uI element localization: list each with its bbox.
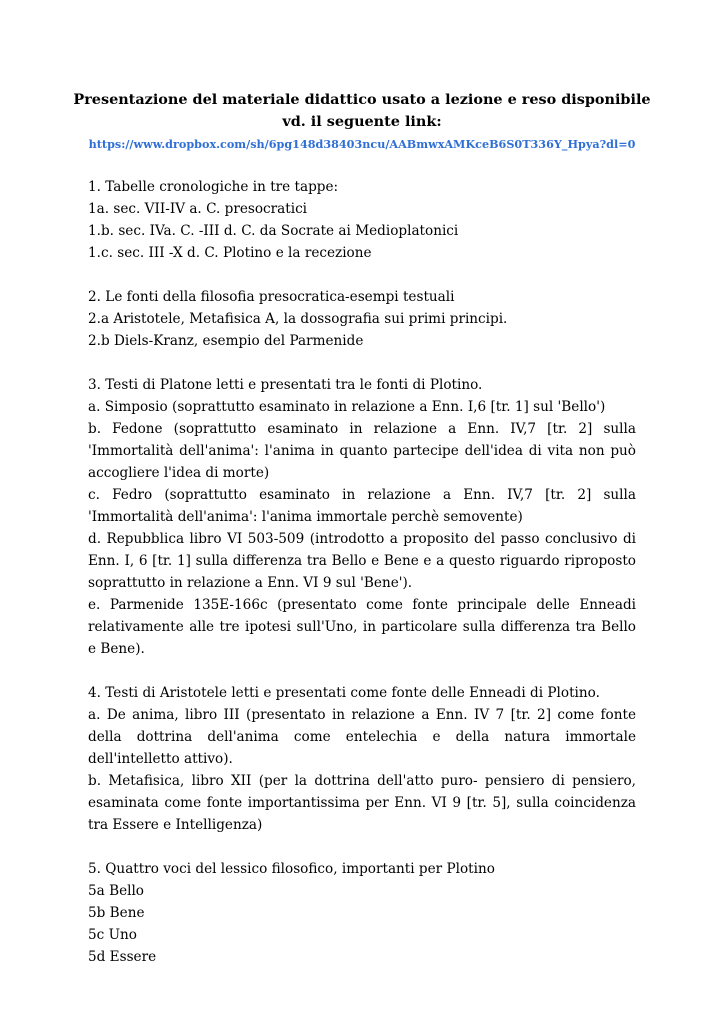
section-heading: 1. Tabelle cronologiche in tre tappe: xyxy=(88,179,339,195)
list-item: 1a. sec. VII-IV a. C. presocratici xyxy=(88,201,308,217)
title-line-1: Presentazione del materiale didattico usato a lezione e reso disponibile xyxy=(73,91,651,108)
list-item: c. Fedro (soprattutto esaminato in relazione a Enn. IV,7 [tr. 2] sulla 'Immortalità dell'anima': l'anima immortale perchè semovente) xyxy=(88,487,636,525)
list-item: a. Simposio (soprattutto esaminato in relazione a Enn. I,6 [tr. 1] sul 'Bello') xyxy=(88,399,606,415)
list-item: 2.a Aristotele, Metafisica A, la dossografia sui primi principi. xyxy=(88,311,508,327)
list-item: e. Parmenide 135E-166c (presentato come fonte principale delle Enneadi relativamente alle tre ipotesi sull'Uno, in particolare sulla differenza tra Bello e Bene). xyxy=(88,597,636,657)
list-item: 5d Essere xyxy=(88,949,157,965)
list-item: b. Metafisica, libro XII (per la dottrina dell'atto puro- pensiero di pensiero, esaminata come fonte importantissima per Enn. VI 9 [tr. 5], sulla coincidenza tra Essere e Intelligenza) xyxy=(88,773,636,833)
document-body xyxy=(88,176,636,990)
section-5 xyxy=(88,858,636,968)
title-line-2: vd. il seguente link: xyxy=(282,113,442,130)
section-heading: 3. Testi di Platone letti e presentati tra le fonti di Plotino. xyxy=(88,377,483,393)
list-item: 1.b. sec. IVa. C. -III d. C. da Socrate ai Medioplatonici xyxy=(88,223,459,239)
section-heading: 2. Le fonti della filosofia presocratica-esempi testuali xyxy=(88,289,455,305)
list-item: b. Fedone (soprattutto esaminato in relazione a Enn. IV,7 [tr. 2] sulla 'Immortalità dell'anima': l'anima in quanto partecipe dell'idea di vita non può accogliere l'idea di morte) xyxy=(88,421,636,481)
list-item: 1.c. sec. III -X d. C. Plotino e la recezione xyxy=(88,245,372,261)
section-heading: 5. Quattro voci del lessico filosofico, importanti per Plotino xyxy=(88,861,495,877)
list-item: 2.b Diels-Kranz, esempio del Parmenide xyxy=(88,333,364,349)
list-item: a. De anima, libro III (presentato in relazione a Enn. IV 7 [tr. 2] come fonte della dottrina dell'anima come entelechia e della natura immortale dell'intelletto attivo). xyxy=(88,707,636,767)
section-1 xyxy=(88,176,636,264)
document-header xyxy=(0,89,724,153)
section-heading: 4. Testi di Aristotele letti e presentati come fonte delle Enneadi di Plotino. xyxy=(88,685,600,701)
section-4 xyxy=(88,682,636,836)
list-item: 5a Bello xyxy=(88,883,144,899)
section-3 xyxy=(88,374,636,660)
list-item: 5c Uno xyxy=(88,927,137,943)
list-item: 5b Bene xyxy=(88,905,145,921)
dropbox-link[interactable]: https://www.dropbox.com/sh/6pg148d38403ncu/AABmwxAMKceB6S0T336Y_Hpya?dl=0 xyxy=(88,137,636,151)
section-2 xyxy=(88,286,636,352)
list-item: d. Repubblica libro VI 503-509 (introdotto a proposito del passo conclusivo di Enn. I, 6 [tr. 1] sulla differenza tra Bello e Bene e a questo riguardo riproposto soprattutto in relazione a Enn. VI 9 sul 'Bene'). xyxy=(88,531,636,591)
